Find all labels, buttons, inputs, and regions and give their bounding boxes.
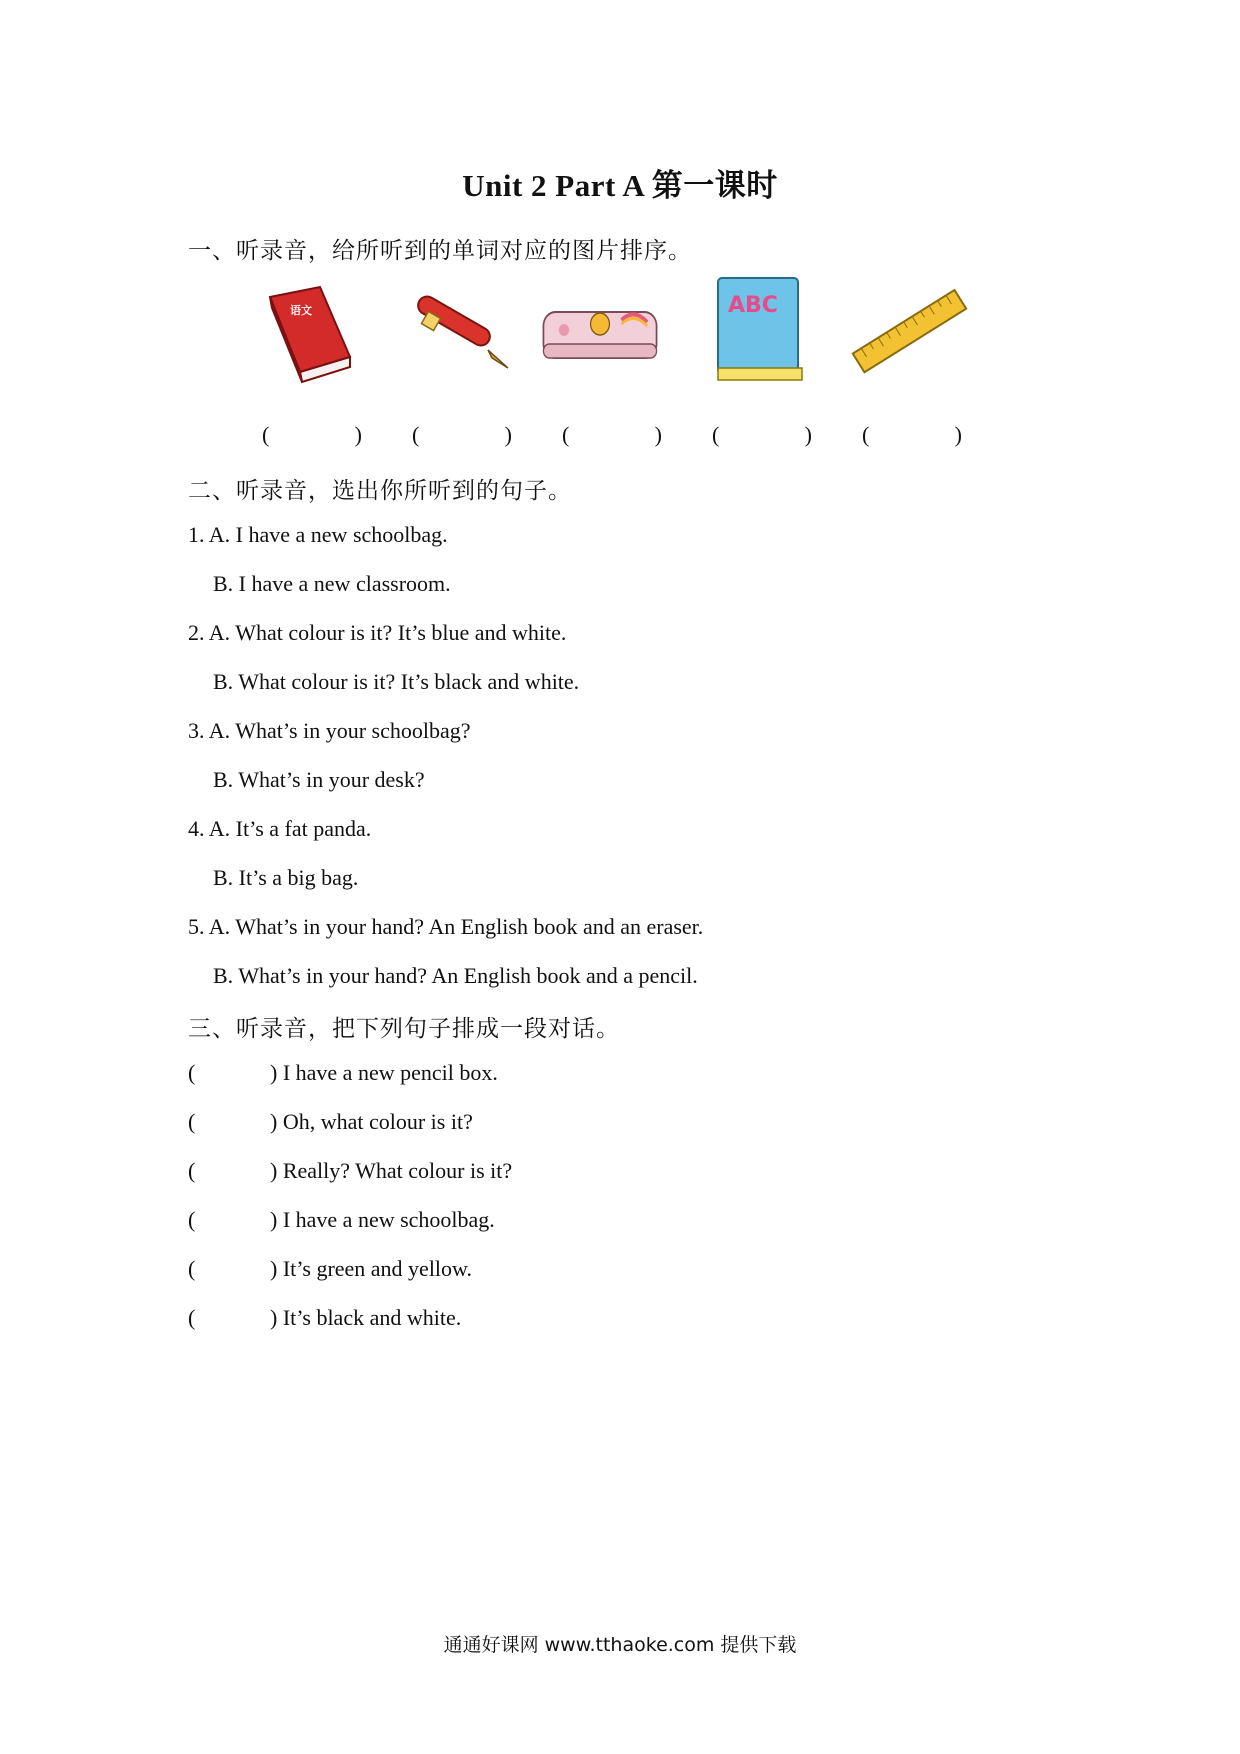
question-2-option-a[interactable]: 2. A. What colour is it? It’s blue and white. [188,620,567,645]
order-blank[interactable]: ( [188,1305,196,1330]
dialogue-line[interactable] [188,1207,495,1233]
answer-blank[interactable]: ( ) [412,422,512,447]
section-1-heading: 一、听录音，给所听到的单词对应的图片排序。 [188,238,692,263]
answer-blank[interactable]: ( ) [562,422,662,447]
footer-credit: 通通好课网 www.tthaoke.com 提供下载 [443,1634,797,1656]
dialogue-line[interactable] [188,1060,498,1086]
chinese-book-label: 语文 [290,304,312,317]
question-4-option-a[interactable]: 4. A. It’s a fat panda. [188,816,372,841]
dialogue-line[interactable] [188,1158,512,1184]
english-book-label: ABC [728,293,778,318]
chinese-book-icon [250,272,370,392]
order-blank[interactable]: ( [188,1256,196,1281]
order-blank[interactable]: ( [188,1060,196,1085]
ruler-icon [850,272,970,392]
dialogue-line[interactable] [188,1305,461,1331]
dialogue-text: ) It’s black and white. [270,1305,462,1330]
order-blank[interactable]: ( [188,1207,196,1232]
dialogue-text: ) I have a new schoolbag. [270,1207,495,1232]
dialogue-text: ) It’s green and yellow. [270,1256,473,1281]
question-4-option-b[interactable]: B. It’s a big bag. [213,865,359,890]
pencil-box-icon [540,272,660,392]
question-1-option-a[interactable]: 1. A. I have a new schoolbag. [188,522,448,547]
answer-blank[interactable]: ( ) [262,422,362,447]
dialogue-text: ) I have a new pencil box. [270,1060,498,1085]
question-3-option-a[interactable]: 3. A. What’s in your schoolbag? [188,718,471,743]
question-1-option-b[interactable]: B. I have a new classroom. [213,571,451,596]
question-5-option-b[interactable]: B. What’s in your hand? An English book and a pencil. [213,963,698,988]
order-blank[interactable]: ( [188,1158,196,1183]
question-2-option-b[interactable]: B. What colour is it? It’s black and white. [213,669,580,694]
dialogue-text: ) Oh, what colour is it? [270,1109,473,1134]
english-book-icon [700,272,820,392]
answer-blank[interactable]: ( ) [712,422,812,447]
pen-icon [400,272,520,392]
page-title: Unit 2 Part A 第一课时 [462,168,778,203]
order-blank[interactable]: ( [188,1109,196,1134]
question-3-option-b[interactable]: B. What’s in your desk? [213,767,425,792]
section-2-heading: 二、听录音，选出你所听到的句子。 [188,478,572,503]
dialogue-line[interactable] [188,1109,473,1135]
question-5-option-a[interactable]: 5. A. What’s in your hand? An English book and an eraser. [188,914,704,939]
picture-row [250,272,990,392]
dialogue-text: ) Really? What colour is it? [270,1158,513,1183]
dialogue-line[interactable] [188,1256,472,1282]
section-3-heading: 三、听录音，把下列句子排成一段对话。 [188,1016,620,1041]
answer-blank[interactable]: ( ) [862,422,962,447]
